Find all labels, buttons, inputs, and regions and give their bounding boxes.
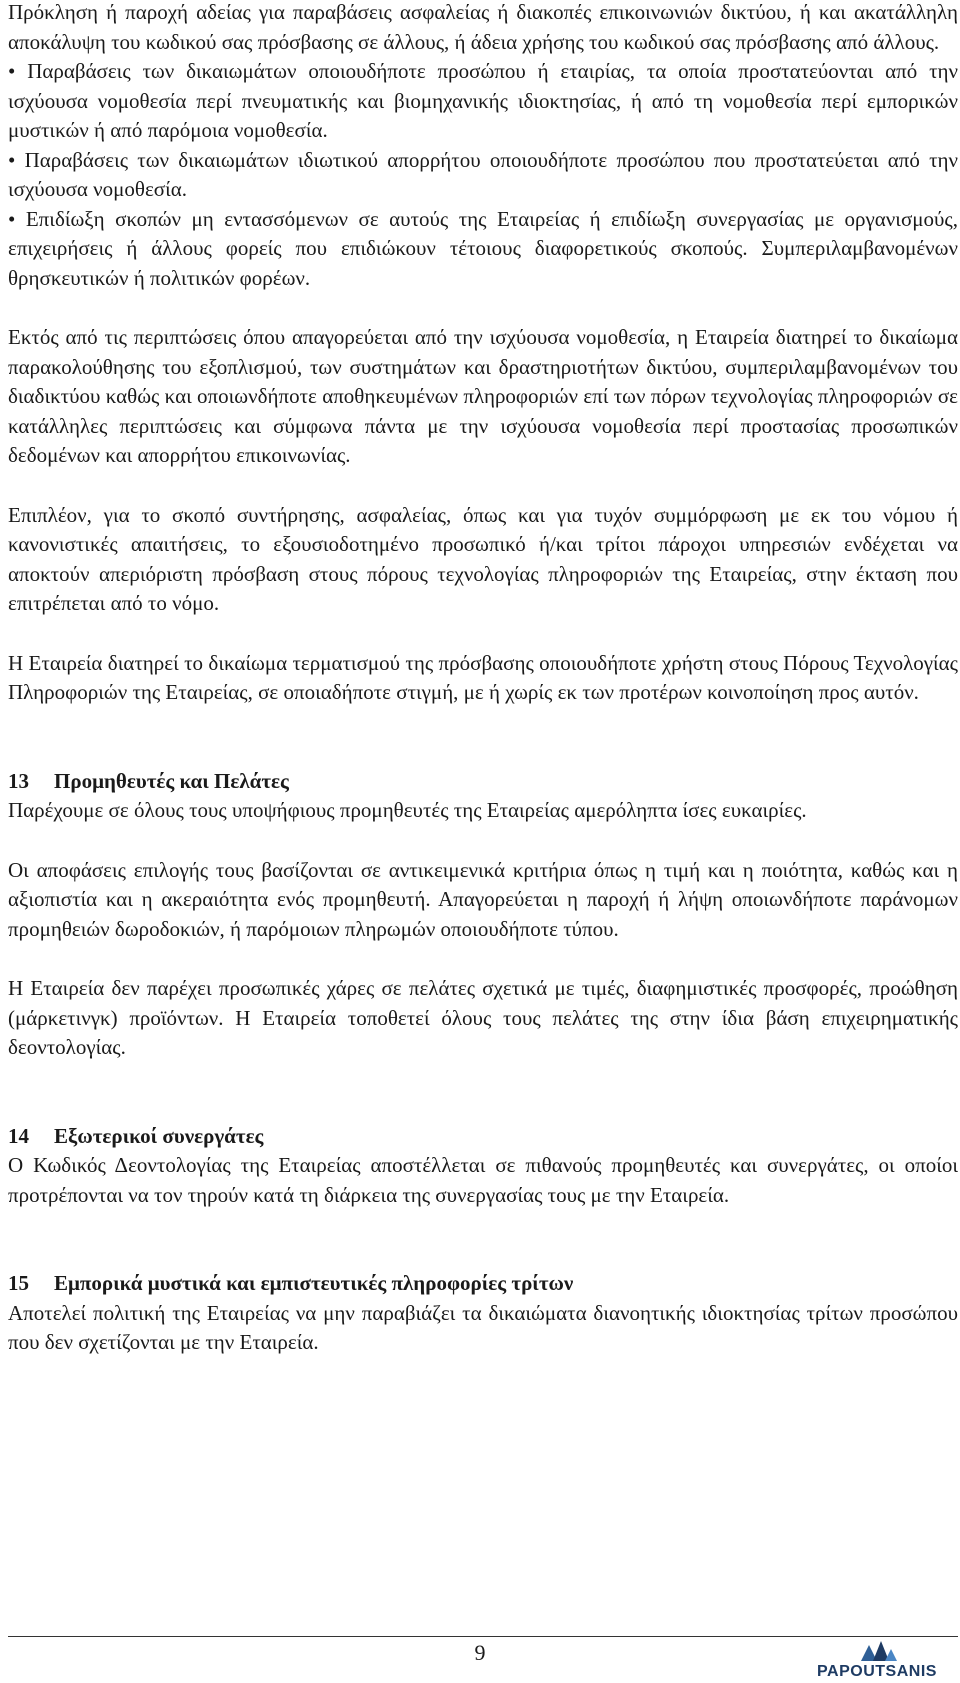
list-item — [8, 57, 958, 146]
bullet-text: Παραβάσεις των δικαιωμάτων ιδιωτικού απορρήτου οποιουδήποτε προσώπου που προστατεύεται από την ισχύουσα νομοθεσία. — [8, 147, 959, 201]
termination-paragraph: Η Εταιρεία διατηρεί το δικαίωμα τερματισμού της πρόσβασης οποιουδήποτε χρήστη στους Πόρους Τεχνολογίας Πληροφοριών της Εταιρείας, σε οποιαδήποτε στιγμή, με ή χωρίς εκ των προτέρων κοινοποίηση προς αυτόν. — [8, 650, 958, 704]
section-number: 15 — [8, 1271, 29, 1295]
bullet-icon: • — [8, 206, 16, 231]
section-number: 13 — [8, 768, 29, 793]
list-item — [8, 146, 958, 205]
bullet-text: Παραβάσεις των δικαιωμάτων οποιουδήποτε προσώπου ή εταιρίας, τα οποία προστατεύονται από την ισχύουσα νομοθεσία περί πνευματικής και βιομηχανικής ιδιοκτησίας, ή από τη νομοθεσία περί εμπορικών μυστικών ή από παρόμοια νομοθεσία. — [8, 59, 959, 142]
list-item — [8, 0, 958, 57]
footer-divider — [8, 1636, 958, 1637]
logo-text: PAPOUTSANIS — [817, 1663, 937, 1680]
company-logo — [802, 1639, 952, 1683]
list-item — [8, 205, 958, 294]
section-title: Εξωτερικοί συνεργάτες — [54, 1123, 264, 1148]
section-heading-14 — [8, 1122, 958, 1152]
section-paragraph: Οι αποφάσεις επιλογής τους βασίζονται σε αντικειμενικά κριτήρια όπως η τιμή και η ποιότητα, καθώς και η αξιοπιστία και η ακεραιότητα ενός προμηθευτή. Απαγορεύεται η παροχή ή λήψη οποιωνδήποτε παράνομων προμηθειών δωροδοκιών, ή παρόμοιων πληρωμών οποιουδήποτε τύπου. — [8, 857, 958, 941]
section-paragraph: Αποτελεί πολιτική της Εταιρείας να μην παραβιάζει τα δικαιώματα διανοητικής ιδιοκτησίας τρίτων προσώπου που δεν σχετίζονται με την Εταιρεία. — [8, 1300, 958, 1354]
section-title: Προμηθευτές και Πελάτες — [54, 768, 289, 793]
bullet-icon: • — [8, 59, 16, 83]
bullet-text: Επιδίωξη σκοπών μη εντασσόμενων σε αυτούς της Εταιρείας ή επιδίωξη συνεργασίας με οργανισμούς, επιχειρήσεις ή άλλους φορείς που επιδιώκουν τέτοιους διαφορετικούς σκοπούς. Συμπεριλαμβανομένων θρησκευτικών ή πολιτικών φορέων. — [8, 206, 958, 290]
section-title: Εμπορικά μυστικά και εμπιστευτικές πληροφορίες τρίτων — [54, 1271, 574, 1295]
section-paragraph: Παρέχουμε σε όλους τους υποψήφιους προμηθευτές της Εταιρείας αμερόληπτα ίσες ευκαιρίες. — [8, 798, 807, 822]
bullet-text: Πρόκληση ή παροχή αδείας για παραβάσεις ασφαλείας ή διακοπές επικοινωνιών δικτύου, ή και ακατάλληλη αποκάλυψη του κωδικού σας πρόσβασης σε άλλους, ή άδεια χρήσης του κωδικού σας πρόσβασης από άλλους. — [8, 0, 958, 54]
bullet-icon: • — [8, 147, 16, 172]
page-number: 9 — [474, 1640, 486, 1665]
access-paragraph: Επιπλέον, για το σκοπό συντήρησης, ασφαλείας, όπως και για τυχόν συμμόρφωση με εκ του νόμου ή κανονιστικές απαιτήσεις, το εξουσιοδοτημένο προσωπικό ή/και τρίτοι πάροχοι υπηρεσιών ενδέχεται να αποκτούν απεριόριστη πρόσβαση στους πόρους τεχνολογίας πληροφοριών της Εταιρείας, στην έκταση που επιτρέπεται από το νόμο. — [8, 502, 958, 615]
section-paragraph: Η Εταιρεία δεν παρέχει προσωπικές χάρες σε πελάτες σχετικά με τιμές, διαφημιστικές προσφορές, προώθηση (μάρκετινγκ) προϊόντων. Η Εταιρεία τοποθετεί όλους τους πελάτες της στην ίδια βάση επιχειρηματικής δεοντολογίας. — [8, 976, 958, 1059]
section-paragraph: Ο Κωδικός Δεοντολογίας της Εταιρείας αποστέλλεται σε πιθανούς προμηθευτές και συνεργάτες, οι οποίοι προτρέπονται να τον τηρούν κατά τη διάρκεια της συνεργασίας τους με την Εταιρεία. — [8, 1153, 958, 1207]
logo-mark-icon — [847, 1639, 907, 1663]
section-heading-15 — [8, 1269, 958, 1299]
monitoring-paragraph: Εκτός από τις περιπτώσεις όπου απαγορεύεται από την ισχύουσα νομοθεσία, η Εταιρεία διατηρεί το δικαίωμα παρακολούθησης του εξοπλισμού, των συστημάτων και δραστηριοτήτων δικτύου, συμπεριλαμβανομένων του διαδικτύου καθώς και οποιωνδήποτε αποθηκευμένων πληροφοριών επί των πόρων τεχνολογίας πληροφοριών σε κατάλληλες περιπτώσεις και σύμφωνα πάντα με την ισχύουσα νομοθεσία περί προστασίας προσωπικών δεδομένων και απορρήτου επικοινωνίας. — [8, 325, 958, 467]
document-page — [8, 0, 958, 1358]
violations-list — [8, 0, 958, 293]
section-heading-13 — [8, 767, 958, 797]
section-number: 14 — [8, 1123, 29, 1148]
